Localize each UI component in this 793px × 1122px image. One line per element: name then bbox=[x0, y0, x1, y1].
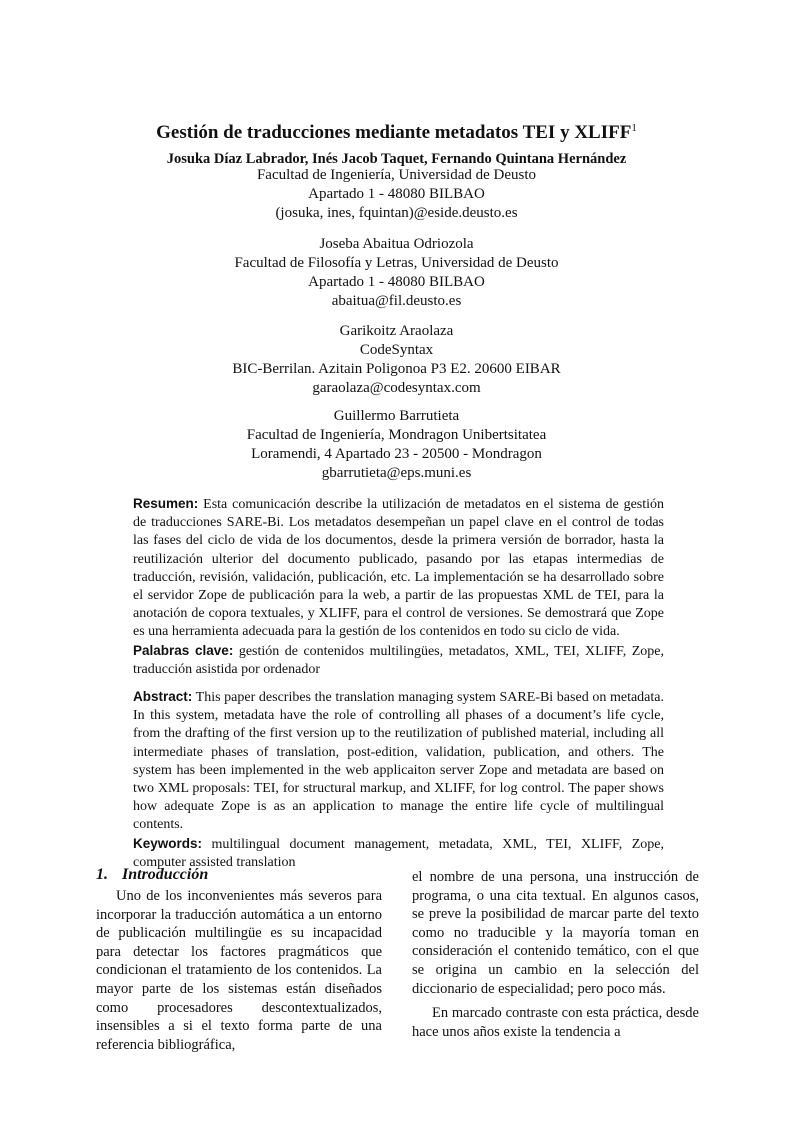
paper-title bbox=[0, 116, 793, 145]
keywords-paragraph bbox=[133, 835, 664, 872]
author-name: Joseba Abaitua Odriozola bbox=[319, 236, 474, 252]
palabras-clave-label: Palabras clave: bbox=[133, 642, 234, 658]
body-column-left bbox=[96, 887, 382, 1054]
title-text: Gestión de traducciones mediante metadatos TEI y XLIFF bbox=[156, 122, 632, 143]
affiliation-line: Loramendi, 4 Apartado 23 - 20500 - Mondragon bbox=[251, 446, 542, 462]
section-heading bbox=[96, 866, 208, 884]
body-column-right bbox=[412, 868, 699, 1041]
affiliation-line: (josuka, ines, fquintan)@eside.deusto.es bbox=[275, 205, 518, 221]
author-name: Guillermo Barrutieta bbox=[333, 408, 460, 424]
palabras-clave-paragraph bbox=[133, 642, 664, 679]
section-title: Introducción bbox=[122, 866, 209, 883]
affiliation-line: Facultad de Ingeniería, Mondragon Unibertsitatea bbox=[246, 427, 547, 443]
abstract-text: This paper describes the translation managing system SARE-Bi based on metadata. In this system, metadata have the role of controlling all phases of a document’s life cycle, from the drafting of the first version up to the reutilization of published material, including all intermediate phases of translation, post-edition, validation, publication, and others. The system has been implemented in the web applicaiton server Zope and metadata are based on two XML proposals: TEI, for structural markup, and XLIFF, for log control. The paper shows how adequate Zope is as an application to manage the entire life cycle of multilingual contents. bbox=[133, 690, 664, 833]
affiliation-2 bbox=[0, 235, 793, 311]
author-name: Garikoitz Araolaza bbox=[339, 323, 454, 339]
title-footnote-marker: 1 bbox=[631, 122, 637, 134]
resumen-paragraph bbox=[133, 495, 664, 642]
affiliation-4 bbox=[0, 407, 793, 483]
affiliation-line: Apartado 1 - 48080 BILBAO bbox=[308, 274, 485, 290]
resumen-text: Esta comunicación describe la utilización de metadatos en el sistema de gestión de traducciones SARE-Bi. Los metadatos desempeñan un papel clave en el control de todas las fases del ciclo de vida de los documentos, desde la primera versión de borrador, hasta la reutilización ulterior del documento publicado, pasando por las etapas intermedias de traducción, revisión, validación, publicación, etc. La implementación se ha desarrollado sobre el servidor Zope de publicación para la web, a partir de las propuestas XML de TEI, para la anotación de copora textuales, y XLIFF, para el control de versiones. Se demostrará que Zope es una herramienta adecuada para la gestión de los contenidos en todo su ciclo de vida. bbox=[133, 497, 665, 640]
affiliation-line: BIC-Berrilan. Azitain Poligonoa P3 E2. 20600 EIBAR bbox=[232, 361, 561, 377]
abstract-paragraph bbox=[133, 688, 664, 835]
affiliation-line: gbarrutieta@eps.muni.es bbox=[321, 465, 472, 481]
body-paragraph: el nombre de una persona, una instrucción de programa, o una cita textual. En algunos casos, se preve la posibilidad de marcar parte del texto como no traducible y la mayoría toman en consideración el contenido temático, con el que se origina un cambio en la selección del diccionario de especialidad; pero poco más. bbox=[412, 869, 699, 997]
keywords-label: Keywords: bbox=[133, 835, 203, 851]
keywords-text: multilingual document management, metadata, XML, TEI, XLIFF, Zope, computer assisted translation bbox=[133, 836, 664, 870]
abstract-label: Abstract: bbox=[133, 689, 193, 704]
body-paragraph: Uno de los inconvenientes más severos para incorporar la traducción automática a un entorno de publicación multilingüe es su incapacidad para detectar los factores pragmáticos que condicionan el tratamiento de los contenidos. La mayor parte de los sistemas están diseñados como procesadores descontextualizados, insensibles a si el texto forma parte de una referencia bibliográfica, bbox=[96, 888, 382, 1053]
affiliation-line: CodeSyntax bbox=[359, 342, 434, 358]
abstract-block bbox=[133, 688, 664, 872]
affiliation-line: Apartado 1 - 48080 BILBAO bbox=[308, 186, 485, 202]
author-list: Josuka Díaz Labrador, Inés Jacob Taquet, Fernando Quintana Hernández bbox=[166, 151, 627, 167]
affiliation-line: Facultad de Ingeniería, Universidad de Deusto bbox=[256, 167, 537, 183]
resumen-block bbox=[133, 495, 664, 679]
affiliation-1 bbox=[0, 166, 793, 223]
resumen-label: Resumen: bbox=[133, 496, 199, 511]
palabras-clave-text: gestión de contenidos multilingües, metadatos, XML, TEI, XLIFF, Zope, traducción asistida por ordenador bbox=[133, 643, 664, 677]
affiliation-line: Facultad de Filosofía y Letras, Universidad de Deusto bbox=[234, 255, 559, 271]
affiliation-line: garaolaza@codesyntax.com bbox=[312, 380, 481, 396]
affiliation-3 bbox=[0, 322, 793, 398]
section-number: 1. bbox=[96, 866, 108, 883]
affiliation-line: abaitua@fil.deusto.es bbox=[331, 293, 462, 309]
body-paragraph: En marcado contraste con esta práctica, desde hace unos años existe la tendencia a bbox=[412, 1005, 699, 1040]
